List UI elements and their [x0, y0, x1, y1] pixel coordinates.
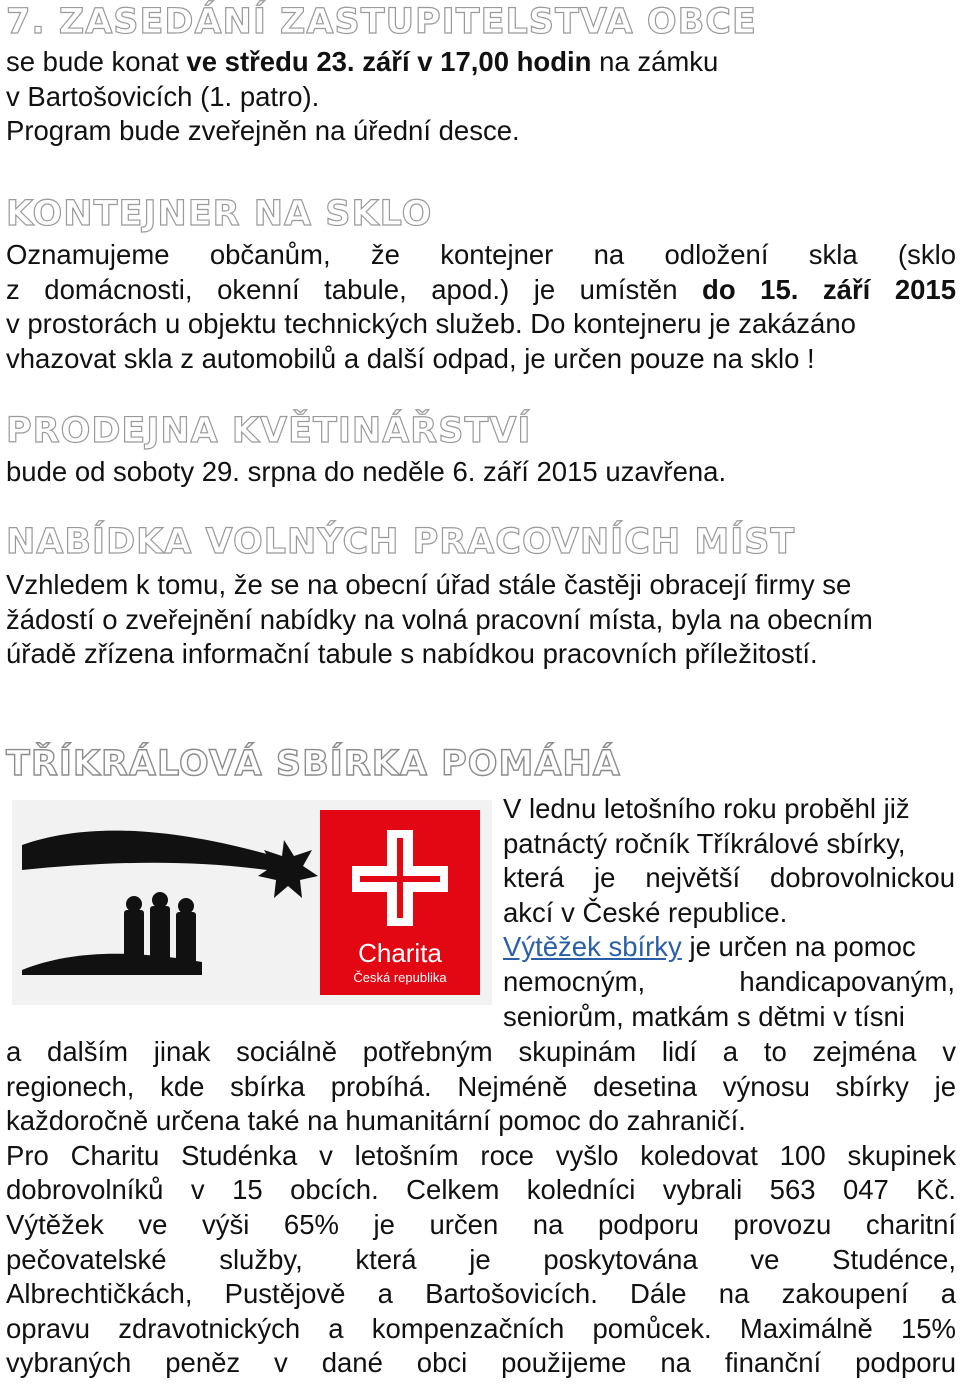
three-kings [124, 892, 196, 966]
pracovni-line-2: žádostí o zveřejnění nabídky na volná pracovní místa, byla na obecním [6, 603, 873, 635]
heading-zasedani: 7. ZASEDÁNÍ ZASTUPITELSTVA OBCE [6, 2, 757, 42]
tri-kralova-illustration [12, 800, 492, 1005]
body-line-7: pečovatelské služby, která je poskytována ve Studénce, [6, 1243, 956, 1275]
kontejner-text [6, 238, 956, 376]
kontejner-date: do 15. září 2015 [702, 273, 956, 305]
kontejner-line-2: z domácnosti, okenní tabule, apod.) je umístěn do 15. září 2015 [6, 273, 956, 305]
pracovni-line-3: úřadě zřízena informační tabule s nabídkou pracovních příležitostí. [6, 638, 818, 670]
ground [22, 954, 202, 975]
vytezek-sbirky-link[interactable]: Výtěžek sbírky [503, 931, 682, 963]
kontejner-line-3: v prostorách u objektu technických služeb. Do kontejneru je zakázáno [6, 308, 856, 340]
charita-logo [320, 810, 480, 995]
body-line-6: Výtěžek ve výši 65% je určen na podporu provozu charitní [6, 1208, 956, 1240]
kontejner-line-4: vhazovat skla z automobilů a další odpad, je určen pouze na sklo ! [6, 342, 815, 374]
intro-line-2: patnáctý ročník Tříkrálové sbírky, [503, 827, 906, 859]
pracovni-line-1: Vzhledem k tomu, že se na obecní úřad stále častěji obracejí firmy se [6, 569, 852, 600]
intro-line-5: Výtěžek sbírky je určen na pomoc [503, 931, 916, 963]
intro-line-4: akcí v České republice. [503, 896, 788, 928]
kvetinarstvi-text [6, 455, 956, 490]
body-line-5: dobrovolníků v 15 obcích. Celkem koledníci vybrali 563 047 Kč. [6, 1174, 956, 1206]
zasedani-line-2: v Bartošovicích (1. patro). [6, 80, 320, 112]
intro-line-6: nemocným, handicapovaným, [503, 965, 955, 997]
trikralova-intro [503, 792, 955, 1034]
body-line-3: každoročně určena také na humanitární pomoc do zahraničí. [6, 1105, 746, 1137]
body-line-4: Pro Charitu Studénka v letošním roce vyšlo koledovat 100 skupinek [6, 1139, 956, 1171]
intro-line-3: která je největší dobrovolnickou [503, 862, 955, 894]
intro-line-7: seniorům, matkám s dětmi v tísni [503, 1000, 905, 1032]
body-line-2: regionech, kde sbírka probíhá. Nejméně desetina výnosu sbírky je [6, 1070, 956, 1102]
heading-kontejner: KONTEJNER NA SKLO [6, 194, 433, 234]
zasedani-line-1: se bude konat ve středu 23. září v 17,00 hodin na zámku [6, 46, 719, 77]
charita-logo-sub: Česká republika [353, 970, 447, 985]
body-line-9: opravu zdravotnických a kompenzačních pomůcek. Maximálně 15% [6, 1312, 956, 1344]
intro-line-1: V lednu letošního roku proběhl již [503, 793, 910, 824]
trikralova-body [6, 1035, 956, 1381]
kvetinarstvi-line-1: bude od soboty 29. srpna do neděle 6. září 2015 uzavřena. [6, 456, 727, 487]
comet-tail [22, 831, 280, 872]
pracovni-mista-text [6, 568, 956, 672]
body-line-10: vybraných peněz v dané obci použijeme na finanční podporu [6, 1347, 956, 1379]
zasedani-line-3: Program bude zveřejněn na úřední desce. [6, 115, 520, 147]
zasedani-date: ve středu 23. září v 17,00 hodin [186, 46, 592, 77]
body-line-1: a dalším jinak sociálně potřebným skupinám lidí a to zejména v [6, 1036, 956, 1067]
zasedani-text [6, 45, 956, 149]
heading-kvetinarstvi: PRODEJNA KVĚTINÁŘSTVÍ [6, 411, 532, 451]
kontejner-line-1: Oznamujeme občanům, že kontejner na odložení skla (sklo [6, 239, 956, 270]
heading-trikralova: TŘÍKRÁLOVÁ SBÍRKA POMÁHÁ [6, 744, 621, 784]
body-line-8: Albrechtičkách, Pustějově a Bartošovicích. Dále na zakoupení a [6, 1278, 956, 1310]
charita-logo-name: Charita [358, 938, 442, 968]
heading-pracovni-mista: NABÍDKA VOLNÝCH PRACOVNÍCH MÍST [6, 522, 796, 562]
